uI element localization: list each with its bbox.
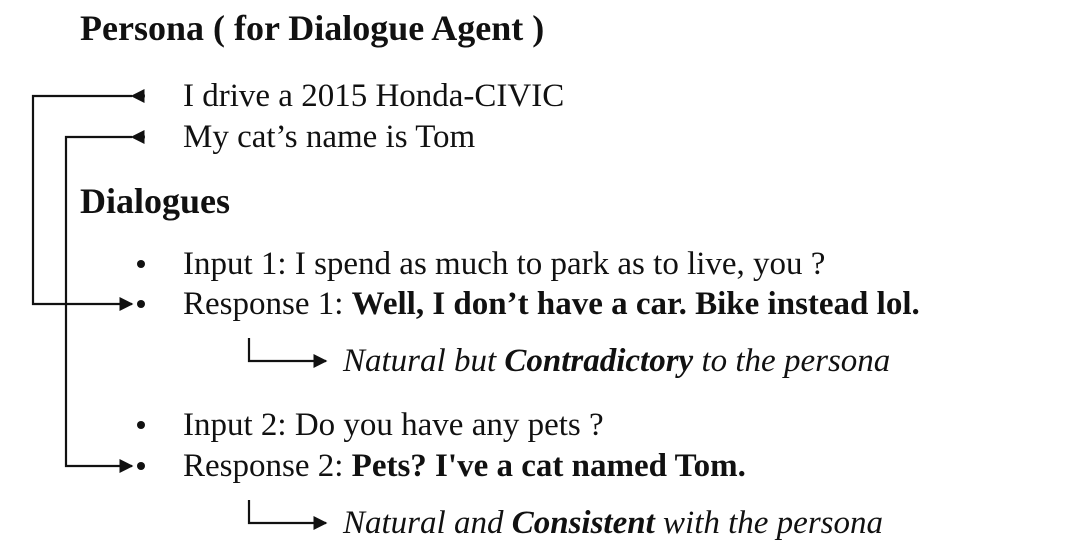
response-1 [183,288,920,321]
persona-item-1: I drive a 2015 Honda-CIVIC [183,78,565,114]
note2-arrow [249,500,326,523]
note-1-pre: Natural but [343,343,505,379]
response-2 [183,450,746,483]
note-2-emphasis: Consistent [511,505,655,541]
response-2-text: Pets? I've a cat named Tom. [351,448,746,484]
bullet [137,462,145,470]
persona-item-2: My cat’s name is Tom [183,119,476,155]
bullet [137,92,145,100]
response-2-prefix: Response 2: [183,448,352,484]
note-1-emphasis: Contradictory [504,343,694,379]
input-1: Input 1: I spend as much to park as to live, you ? [183,246,826,282]
note-2 [343,507,883,540]
note-2-post: with the persona [654,505,884,541]
note1-arrow [249,338,326,361]
persona-heading: Persona ( for Dialogue Agent ) [80,8,545,48]
response-1-text: Well, I don’t have a car. Bike instead lol. [351,286,920,322]
note-2-pre: Natural and [343,505,512,541]
note-1-post: to the persona [693,343,891,379]
bullet [137,260,145,268]
note-1 [343,345,890,378]
bullet [137,421,145,429]
input-2: Input 2: Do you have any pets ? [183,407,604,443]
bullet [137,133,145,141]
dialogues-heading: Dialogues [80,181,231,221]
bullet [137,300,145,308]
response-1-prefix: Response 1: [183,286,352,322]
